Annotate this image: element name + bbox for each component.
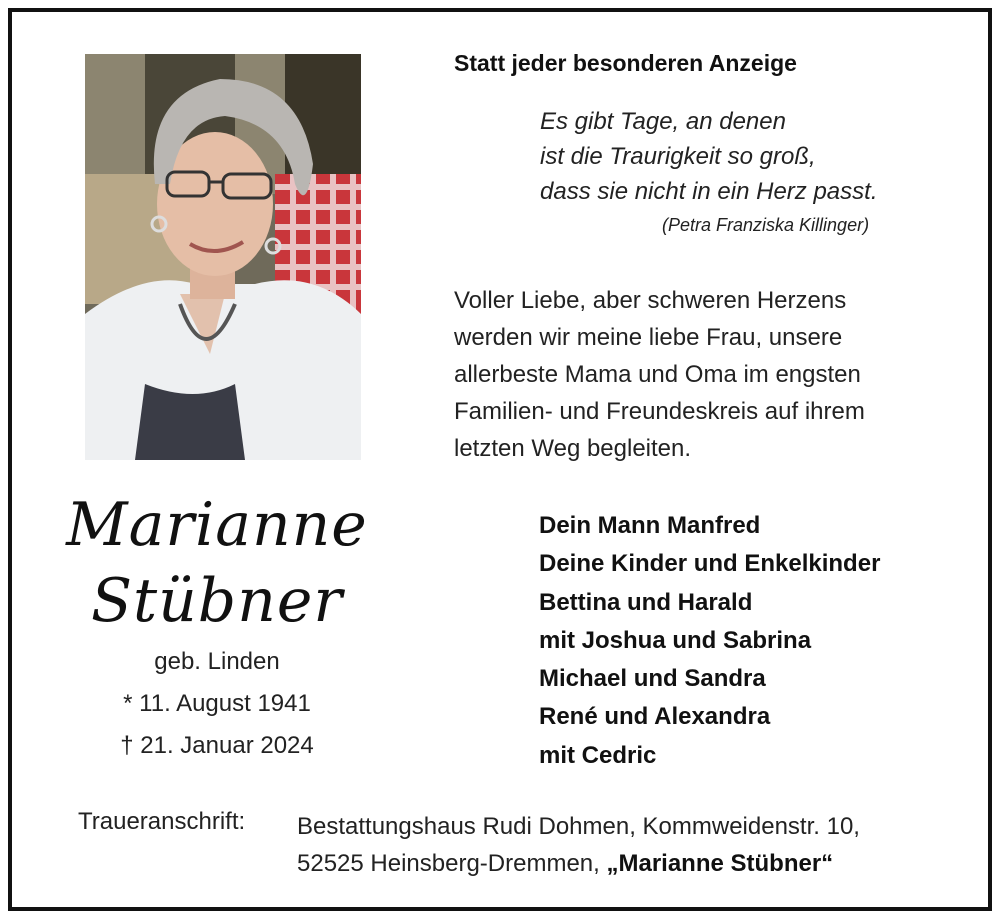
address-line-2	[297, 845, 860, 882]
quote-line: Es gibt Tage, an denen	[540, 108, 786, 135]
mourners-list	[539, 507, 880, 775]
quote-author: (Petra Franziska Killinger)	[662, 215, 870, 235]
portrait-photo	[85, 54, 361, 460]
maiden-name: geb. Linden	[154, 648, 280, 675]
death-date: † 21. Januar 2024	[120, 732, 314, 759]
notice-heading: Statt jeder besonderen Anzeige	[454, 50, 797, 76]
mourning-address	[297, 808, 860, 882]
deceased-first-name: Marianne	[66, 490, 368, 560]
deceased-last-name: Stübner	[90, 566, 344, 636]
notice-body	[454, 282, 865, 467]
address-label: Traueranschrift:	[78, 808, 246, 835]
mourner-line: Deine Kinder und Enkelkinder	[539, 550, 881, 578]
body-line: letzten Weg begleiten.	[454, 435, 692, 462]
body-line: werden wir meine liebe Frau, unsere	[454, 324, 843, 351]
body-line: Familien- und Freundeskreis auf ihrem	[454, 398, 865, 425]
mourner-line: Dein Mann Manfred	[539, 512, 761, 539]
address-line-1: Bestattungshaus Rudi Dohmen, Kommweidenstr. 10,	[297, 813, 860, 840]
body-line: allerbeste Mama und Oma im engsten	[454, 361, 861, 388]
address-keyword: „Marianne Stübner“	[606, 850, 834, 877]
address-city: 52525 Heinsberg-Dremmen,	[297, 850, 607, 877]
quote-line: ist die Traurigkeit so groß,	[540, 143, 816, 170]
quote	[540, 104, 878, 209]
mourner-line: René und Alexandra	[539, 703, 771, 731]
mourner-line: Bettina und Harald	[539, 588, 753, 616]
mourner-line: Michael und Sandra	[539, 665, 766, 693]
quote-line: dass sie nicht in ein Herz passt.	[540, 178, 878, 205]
mourner-line: mit Cedric	[539, 741, 657, 769]
obituary-frame	[8, 8, 992, 911]
body-line: Voller Liebe, aber schweren Herzens	[454, 287, 847, 314]
birth-date: * 11. August 1941	[123, 690, 311, 717]
mourner-line: mit Joshua und Sabrina	[539, 626, 812, 654]
